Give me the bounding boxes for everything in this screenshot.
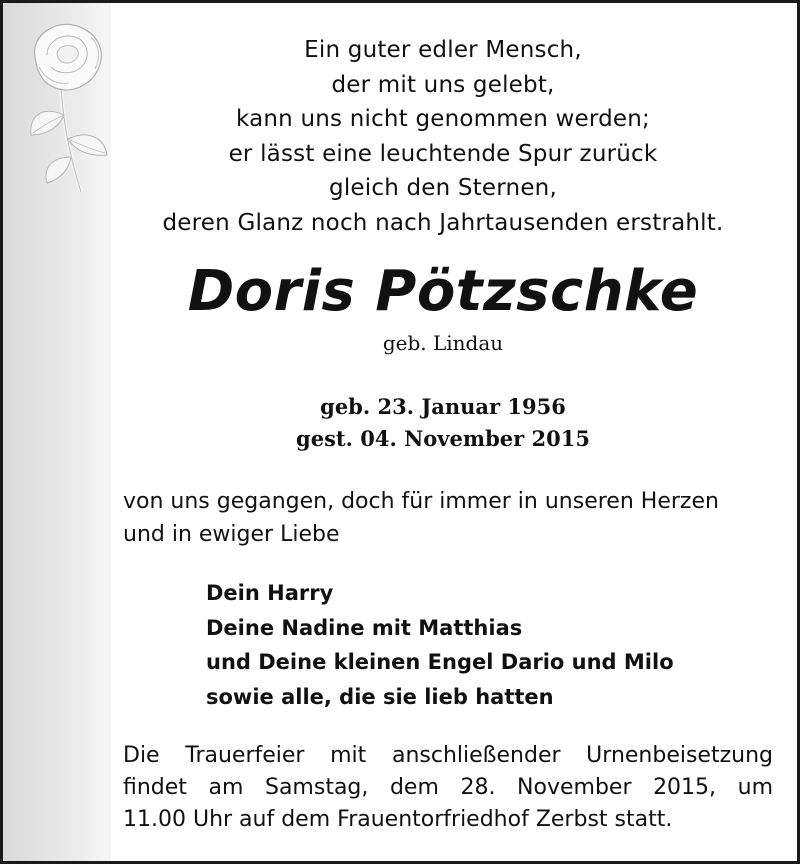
mourner-line: und Deine kleinen Engel Dario und Milo: [206, 650, 674, 674]
poem: [123, 33, 763, 240]
service-line: 11.00 Uhr auf dem Frauentorfriedhof Zerbst statt.: [123, 807, 673, 832]
rose-icon: [21, 17, 117, 197]
death-date: gest. 04. November 2015: [296, 426, 590, 451]
poem-line: gleich den Sternen,: [329, 175, 557, 201]
farewell-text: [123, 485, 783, 551]
mourner-line: Dein Harry: [206, 581, 334, 605]
mourner-line: Deine Nadine mit Matthias: [206, 615, 523, 640]
life-dates: [123, 391, 763, 455]
poem-line: der mit uns gelebt,: [331, 71, 555, 98]
poem-line: deren Glanz noch nach Jahrtausenden erstrahlt.: [162, 209, 724, 236]
deceased-name: Doris Pötzschke: [187, 259, 699, 324]
farewell-line: und in ewiger Liebe: [123, 522, 340, 547]
mourners-list: [206, 576, 674, 714]
farewell-line: von uns gegangen, doch für immer in unseren Herzen: [123, 489, 719, 514]
service-line: findet am Samstag, dem 28. November 2015, um: [123, 775, 773, 800]
poem-line: kann uns nicht genommen werden;: [236, 106, 650, 132]
poem-line: er lässt eine leuchtende Spur zurück: [228, 140, 658, 167]
maiden-name: geb. Lindau: [382, 331, 504, 355]
birth-date: geb. 23. Januar 1956: [320, 394, 566, 419]
service-line: Die Trauerfeier mit anschließender Urnenbeisetzung: [123, 743, 773, 768]
funeral-service-info: [123, 740, 773, 836]
mourner-line: sowie alle, die sie lieb hatten: [206, 684, 554, 709]
poem-line: Ein guter edler Mensch,: [304, 37, 582, 63]
